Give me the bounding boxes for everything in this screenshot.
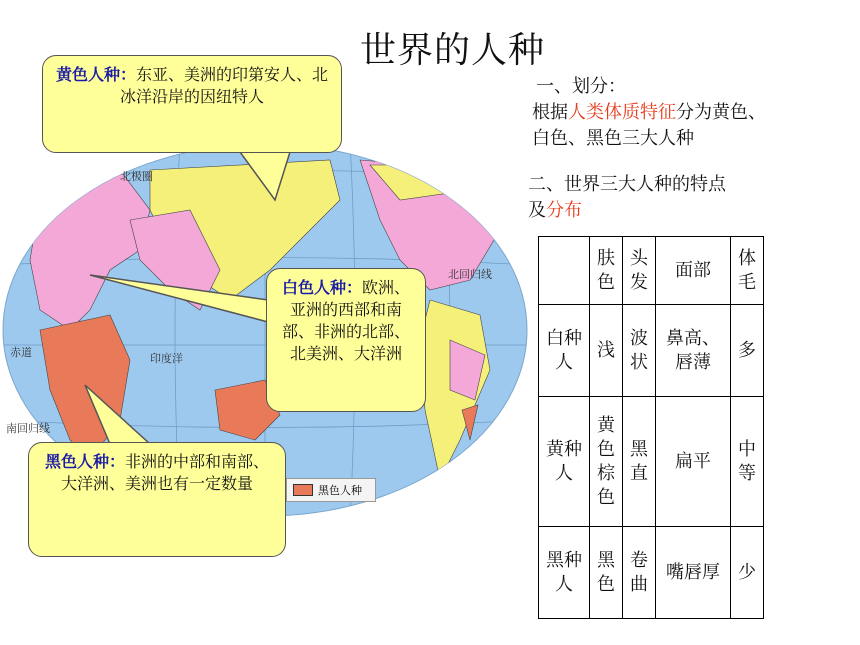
section2-prefix: 及 <box>528 200 546 221</box>
white-race-label: 白色人种： <box>281 278 362 297</box>
table-cell: 黑色 <box>590 527 623 619</box>
table-header-cell: 头发 <box>623 237 656 305</box>
table-header-cell: 面部 <box>656 237 731 305</box>
map-legend <box>286 478 376 502</box>
legend-swatch <box>293 484 313 496</box>
race-traits-table <box>538 236 764 619</box>
table-cell: 嘴唇厚 <box>656 527 731 619</box>
table-cell: 浅 <box>590 305 623 397</box>
table-cell: 黄色棕色 <box>590 397 623 527</box>
table-header-row <box>539 237 764 305</box>
section1-prefix: 根据 <box>532 102 568 123</box>
white-race-callout <box>266 268 426 412</box>
legend-label: 黑色人种 <box>318 484 362 497</box>
section1-suffix: 分为黄色、 <box>676 102 766 123</box>
table-header-cell: 肤色 <box>590 237 623 305</box>
black-race-callout <box>28 442 286 557</box>
black-race-label: 黑色人种： <box>44 452 125 471</box>
white-race-text: 欧洲、亚洲的西部和南部、非洲的北部、北美洲、大洋洲 <box>281 278 411 363</box>
tropic-south-label: 南回归线 <box>6 422 50 435</box>
table-header-cell: 体毛 <box>731 237 764 305</box>
table-cell: 鼻高、唇薄 <box>656 305 731 397</box>
section1-heading: 一、划分： <box>536 76 626 97</box>
north-pole-label: 北极圈 <box>120 170 153 183</box>
table-cell: 黑直 <box>623 397 656 527</box>
page-title: 世界的人种 <box>360 30 546 71</box>
table-cell: 白种人 <box>539 305 590 397</box>
section1-line2: 白色、黑色三大人种 <box>532 128 694 149</box>
section2-line2 <box>528 198 582 224</box>
table-cell: 多 <box>731 305 764 397</box>
table-row <box>539 305 764 397</box>
table-cell: 少 <box>731 527 764 619</box>
black-race-text: 非洲的中部和南部、大洋洲、美洲也有一定数量 <box>60 452 270 493</box>
section1-line1 <box>532 100 766 126</box>
section1-highlight: 人类体质特征 <box>568 102 676 123</box>
table-cell: 中等 <box>731 397 764 527</box>
section2-heading: 二、世界三大人种的特点 <box>528 174 726 195</box>
indian-ocean-label: 印度洋 <box>150 352 183 365</box>
section2-highlight: 分布 <box>546 200 582 221</box>
table-cell: 扁平 <box>656 397 731 527</box>
tropic-north-label: 北回归线 <box>448 268 492 281</box>
yellow-race-label: 黄色人种： <box>55 65 136 84</box>
yellow-race-callout <box>42 55 342 153</box>
table-row <box>539 397 764 527</box>
table-header-cell <box>539 237 590 305</box>
equator-label: 赤道 <box>10 346 32 359</box>
table-row <box>539 527 764 619</box>
table-cell: 黄种人 <box>539 397 590 527</box>
table-cell: 卷曲 <box>623 527 656 619</box>
table-cell: 黑种人 <box>539 527 590 619</box>
table-cell: 波状 <box>623 305 656 397</box>
yellow-race-text: 东亚、美洲的印第安人、北冰洋沿岸的因纽特人 <box>119 65 329 106</box>
